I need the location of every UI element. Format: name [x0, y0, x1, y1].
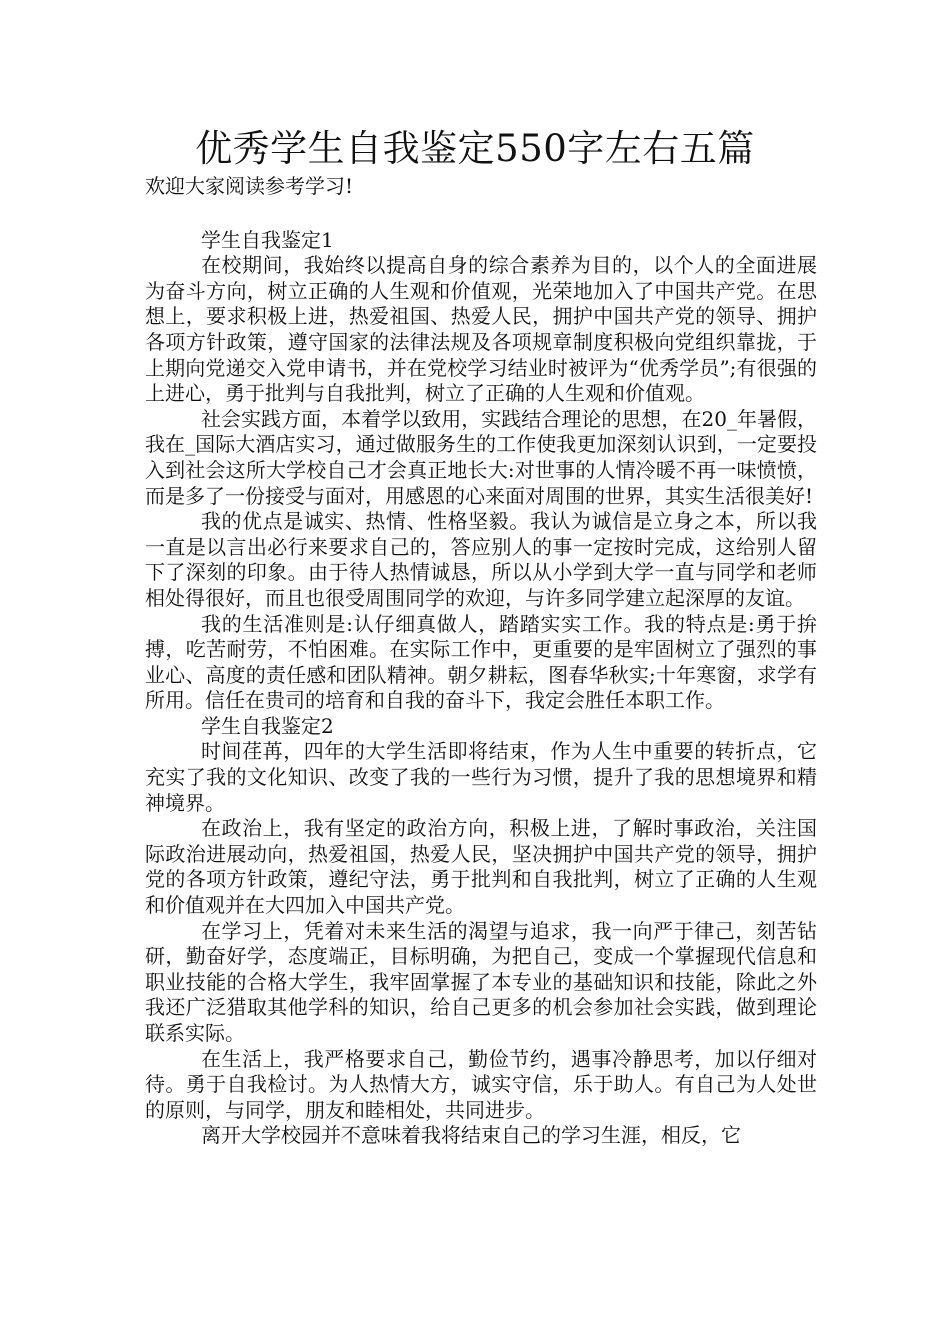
- document-body: [145, 174, 817, 1149]
- paragraph: 我的生活准则是:认仔细真做人，踏踏实实工作。我的特点是:勇于拚搏，吃苦耐劳，不怕困难。在实际工作中，更重要的是牢固树立了强烈的事业心、高度的责任感和团队精神。朝夕耕耘，图春华秋实;十年寒窗，求学有所用。信任在贵司的培育和自我的奋斗下，我定会胜任本职工作。: [145, 611, 817, 713]
- paragraph: 在生活上，我严格要求自己，勤俭节约，遇事冷静思考，加以仔细对待。勇于自我检讨。为人热情大方，诚实守信，乐于助人。有自己为人处世的原则，与同学，朋友和睦相处，共同进步。: [145, 1046, 817, 1122]
- paragraph: 时间荏苒，四年的大学生活即将结束，作为人生中重要的转折点，它充实了我的文化知识、改变了我的一些行为习惯，提升了我的思想境界和精神境界。: [145, 739, 817, 815]
- paragraph: 在学习上，凭着对未来生活的渴望与追求，我一向严于律己，刻苦钻研，勤奋好学，态度端正，目标明确，为把自己，变成一个掌握现代信息和职业技能的合格大学生，我牢固掌握了本专业的基础知识和技能，除此之外我还广泛猎取其他学科的知识，给自己更多的机会参加社会实践，做到理论联系实际。: [145, 918, 817, 1045]
- paragraph: 离开大学校园并不意味着我将结束自己的学习生涯，相反，它: [201, 1123, 741, 1148]
- paragraph: 我的优点是诚实、热情、性格坚毅。我认为诚信是立身之本，所以我一直是以言出必行来要求自己的，答应别人的事一定按时完成，这给别人留下了深刻的印象。由于待人热情诚恳，所以从小学到大学一直与同学和老师相处得很好，而且也很受周围同学的欢迎，与许多同学建立起深厚的友谊。: [145, 509, 817, 610]
- paragraph: 在校期间，我始终以提高自身的综合素养为目的，以个人的全面进展为奋斗方向，树立正确的人生观和价值观，光荣地加入了中国共产党。在思想上，要求积极上进，热爱祖国、热爱人民，拥护中国共产党的领导、拥护各项方针政策，遵守国家的法律法规及各项规章制度积极向党组织靠拢，于上期向党递交入党申请书，并在党校学习结业时被评为“优秀学员”;有很强的上进心，勇于批判与自我批判，树立了正确的人生观和价值观。: [145, 253, 817, 406]
- section-heading: 学生自我鉴定1: [201, 227, 334, 252]
- paragraph: 社会实践方面，本着学以致用，实践结合理论的思想，在20_年暑假，我在_国际大酒店实习，通过做服务生的工作使我更加深刻认识到，一定要投入到社会这所大学校自己才会真正地长大:对世事的人情冷暖不再一味愤愤，而是多了一份接受与面对，用感恩的心来面对周围的世界，其实生活很美好!: [145, 406, 817, 508]
- intro-text: 欢迎大家阅读参考学习!: [145, 174, 354, 198]
- section-heading: 学生自我鉴定2: [201, 713, 334, 738]
- paragraph: 在政治上，我有坚定的政治方向，积极上进，了解时事政治，关注国际政治进展动向，热爱祖国，热爱人民，坚决拥护中国共产党的领导，拥护党的各项方针政策，遵纪守法，勇于批判和自我批判，树立了正确的人生观和价值观并在大四加入中国共产党。: [145, 816, 817, 918]
- document-title: 优秀学生自我鉴定550字左右五篇: [195, 127, 755, 170]
